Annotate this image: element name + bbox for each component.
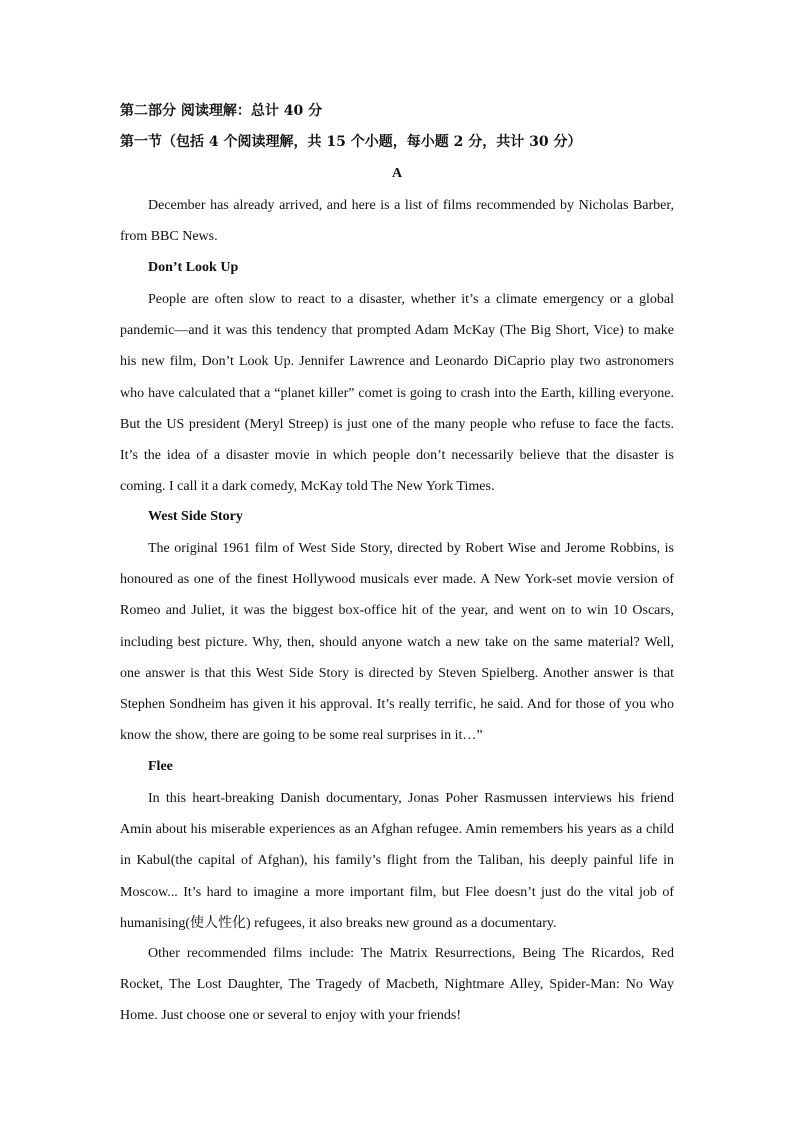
film-title-dont-look-up: Don’t Look Up	[148, 260, 239, 275]
film-text-west-side-story: The original 1961 film of West Side Story, directed by Robert Wise and Jerome Robbins, is honoured as one of the finest Hollywood musicals ever made. A New York-set movie version of Romeo and Juliet, it was the biggest box-office hit of the year, and went on to win 10 Oscars, including best picture. Why, then, should anyone watch a new take on the same material? Well, one answer is that this West Side Story is directed by Steven Spielberg. Another answer is that Stephen Sondheim has given it his approval. It’s really terrific, he said. And for those of you who know the show, there are going to be some real surprises in it…”	[120, 541, 674, 744]
closing-paragraph: Other recommended films include: The Matrix Resurrections, Being The Ricardos, Red Rocket, The Lost Daughter, The Tragedy of Macbeth, Nightmare Alley, Spider-Man: No Way Home. Just choose one or several to enjoy with your friends!	[120, 946, 674, 1024]
film-title-flee: Flee	[148, 759, 173, 774]
film-text-dont-look-up: People are often slow to react to a disaster, whether it’s a climate emergency or a global pandemic—and it was this tendency that prompted Adam McKay (The Big Short, Vice) to make his new film, Don’t Look Up. Jennifer Lawrence and Leonardo DiCaprio play two astronomers who have calculated that a “planet killer” comet is going to crash into the Earth, killing everyone. But the US president (Meryl Streep) is just one of the many people who refuse to face the facts. It’s the idea of a disaster movie in which people don’t necessarily believe that the disaster is coming. I call it a dark comedy, McKay told The New York Times.	[120, 292, 674, 495]
passage-label: A	[391, 166, 403, 181]
film-text-flee: In this heart-breaking Danish documentary, Jonas Poher Rasmussen interviews his friend Amin about his miserable experiences as an Afghan refugee. Amin remembers his years as a child in Kabul(the capital of Afghan), his family’s flight from the Taliban, his deeply painful life in Moscow... It’s hard to imagine a more important film, but Flee doesn’t just do the vital job of humanising(使人性化) refugees, it also breaks new ground as a documentary.	[120, 791, 674, 931]
part-heading: 第二部分 阅读理解：总计 40 分	[120, 103, 323, 119]
intro-paragraph: December has already arrived, and here is a list of films recommended by Nicholas Barber, from BBC News.	[120, 198, 674, 245]
film-title-west-side-story: West Side Story	[148, 509, 243, 524]
section-heading: 第一节（包括 4 个阅读理解，共 15 个小题，每小题 2 分，共计 30 分）	[120, 134, 582, 150]
